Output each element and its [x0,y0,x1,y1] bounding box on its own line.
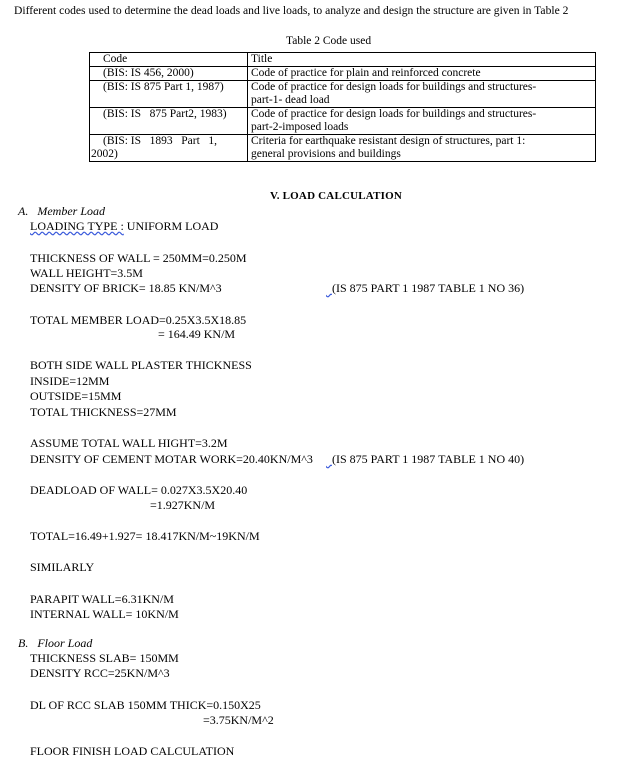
assume-height: ASSUME TOTAL WALL HIGHT=3.2M [30,436,228,450]
table-row [90,135,596,162]
row-code: (BIS: IS 1893 Part 1, 2002) [90,135,248,162]
internal-wall: INTERNAL WALL= 10KN/M [30,607,179,621]
reference-1: (IS 875 PART 1 1987 TABLE 1 NO 36) [332,281,525,295]
plaster-heading: BOTH SIDE WALL PLASTER THICKNESS [30,358,252,372]
plaster-outside: OUTSIDE=15MM [30,389,122,403]
cement-density: DENSITY OF CEMENT MOTAR WORK=20.40KN/M^3 [30,452,313,466]
floor-finish-heading: FLOOR FINISH LOAD CALCULATION [30,744,235,758]
loading-type-label: LOADING TYPE : [30,219,124,233]
row-code: (BIS: IS 875 Part 1, 1987) [90,81,248,108]
similarly-text: SIMILARLY [30,560,95,574]
header-title: Title [248,53,596,67]
wall-thickness: THICKNESS OF WALL = 250MM=0.250M [30,251,247,265]
deadload-wall: DEADLOAD OF WALL= 0.027X3.5X20.40 [30,483,248,497]
reference-2: (IS 875 PART 1 1987 TABLE 1 NO 40) [332,452,525,466]
wall-height: WALL HEIGHT=3.5M [30,266,143,280]
slab-thickness: THICKNESS SLAB= 150MM [30,651,179,665]
dl-rcc-slab: DL OF RCC SLAB 150MM THICK=0.150X25 [30,698,261,712]
header-code: Code [90,53,248,67]
row-title: Criteria for earthquake resistant design of structures, part 1: general provisions and buildings [248,135,596,162]
dl-rcc-slab-result: =3.75KN/M^2 [203,713,274,727]
member-load-heading: A. Member Load [18,204,105,218]
row-title: Code of practice for plain and reinforced concrete [248,67,596,81]
deadload-wall-result: =1.927KN/M [150,498,216,512]
table-row [90,108,596,135]
codes-table [89,52,596,162]
parapit-wall: PARAPIT WALL=6.31KN/M [30,592,174,606]
total-member-load: TOTAL MEMBER LOAD=0.25X3.5X18.85 [30,313,247,327]
intro-text: Different codes used to determine the dead loads and live loads, to analyze and design the structure are given in Table 2 [14,4,569,17]
table-caption: Table 2 Code used [286,35,372,47]
floor-load-heading: B. Floor Load [18,636,93,650]
row-code: (BIS: IS 456, 2000) [90,67,248,81]
table-header-row [90,53,596,67]
rcc-density: DENSITY RCC=25KN/M^3 [30,666,170,680]
row-code: (BIS: IS 875 Part2, 1983) [90,108,248,135]
brick-density: DENSITY OF BRICK= 18.85 KN/M^3 [30,281,222,295]
loading-type-value: UNIFORM LOAD [123,219,219,233]
row-title: Code of practice for design loads for buildings and structures- part-1- dead load [248,81,596,108]
loading-type-line [30,219,218,233]
row-title: Code of practice for design loads for buildings and structures- part-2-imposed loads [248,108,596,135]
total-load: TOTAL=16.49+1.927= 18.417KN/M~19KN/M [30,529,260,543]
section-heading: V. LOAD CALCULATION [270,190,403,202]
table-row [90,81,596,108]
total-member-load-result: = 164.49 KN/M [158,327,236,341]
total-thickness: TOTAL THICKNESS=27MM [30,405,177,419]
plaster-inside: INSIDE=12MM [30,374,110,388]
table-row [90,67,596,81]
